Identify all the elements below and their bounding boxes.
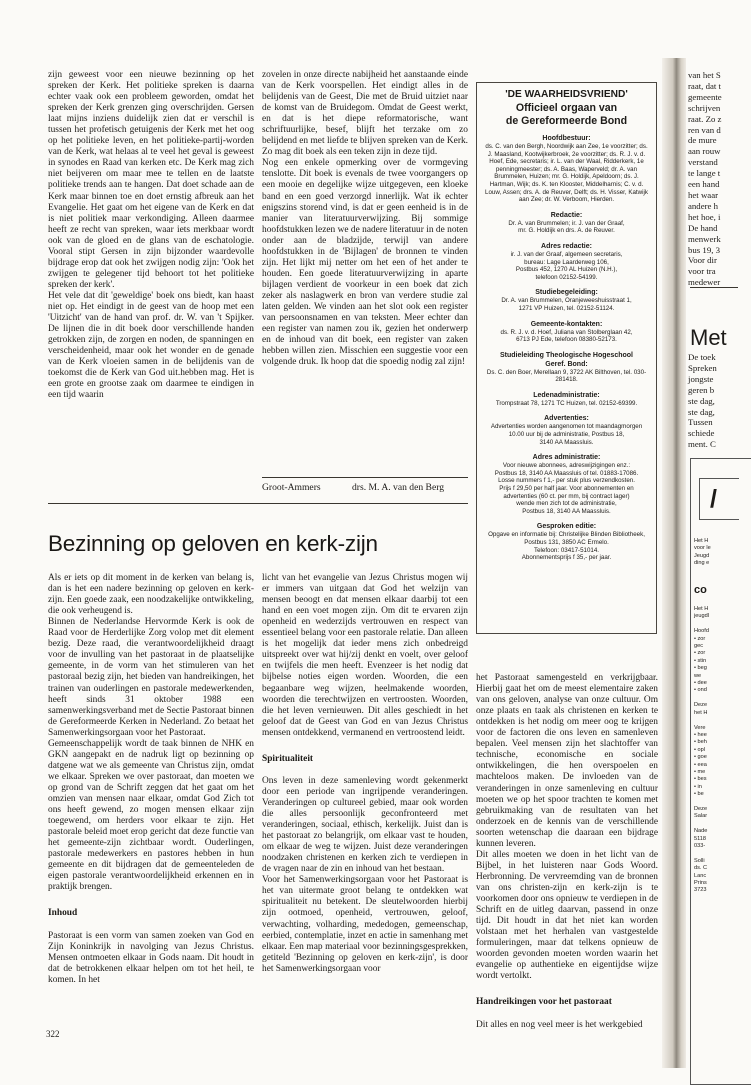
- main-col3-tail: Dit alles en nog veel meer is het werkgebied: [476, 1019, 643, 1030]
- masthead-section-body: Opgave en informatie bij: Christelijke Blinden Bibliotheek, Postbus 131, 3850 AC Ermelo. Telefoon: 03417-51014. Abonnementsprijs f 35,- per jaar.: [488, 531, 645, 562]
- masthead-section-heading: Advertenties:: [544, 415, 589, 423]
- masthead-section-body: ds. R. J. v. d. Hoef, Juliana van Stolberglaan 42, 6713 PJ Ede, telefoon 08380-52173.: [500, 328, 633, 344]
- main-col3-text: het Pastoraat samengesteld en verkrijgbaar. Hierbij gaat het om de meest elementaire zaken van ons geloven, analyse van onze cultuur. Om onze plaats en taak als christenen en kerken te ontdekken is het nodig om meer oog te krijgen voor de factoren die ons leven en samenleven bepalen. Veel mensen zijn het slachtoffer van technische, economische en sociale ontwikkelingen, die hen overspoelen en machteloos maken. De invloeden van de veranderingen in onze samenleving en cultuur moeten we op het spoor trachten te komen met gebruikmaking van de resultaten van het onderzoek en de kennis van de verschillende soorten wetenschap die daaraan een bijdrage kunnen leveren. Dit alles moeten we doen in het licht van de Bijbel, in het luisteren naar Gods Woord. Herbronning. De vervreemding van de bronnen van ons christen-zijn en kerk-zijn is te voorkomen door ons opnieuw te verdiepen in de Schrift en de uitleg daarvan, passend in onze tijd. Dit houdt in dat het niet kan worden volstaan met het herhalen van vastgestelde formuleringen, maar dat telkens opnieuw de woorden gevonden moeten worden waarin het evangelie op authentieke en eigentijdse wijze wordt vertolkt.: [476, 673, 658, 982]
- main-col2-subhead: Spiritualiteit: [262, 753, 314, 764]
- masthead-section-body: Ds. C. den Boer, Merellaan 9, 3722 AK Bilthoven, tel. 030-281418.: [486, 368, 647, 384]
- signature-place: Groot-Ammers: [262, 482, 321, 493]
- article-headline: Bezinning op geloven en kerk-zijn: [48, 531, 378, 556]
- masthead-section-heading: Studiebegeleiding:: [535, 289, 598, 297]
- masthead-section-body: ir. J. van der Graaf, algemeen secretaris, bureau: Lage Laarderweg 106, Postbus 452, 1270 AL Huizen (N.H.), telefoon 02152-54199.: [510, 250, 623, 281]
- masthead-section-heading: Hoofdbestuur:: [542, 135, 591, 142]
- masthead-section: [477, 211, 656, 235]
- signature-rule: [262, 477, 468, 478]
- masthead-section-body: ds. C. van den Bergh, Noordwijk aan Zee, 1e voorzitter; ds. J. Maasland, Kootwijkerbroek, 2e voorzitter; ds. R. J. v. d. Hoef, Ede, secretaris; ir. L. van der Waal, Ridderkerk, 1e penningmeester; ds. A. Baas, Waperveld; dr. A. van Brummelen, Huizen; mr. G. Holdijk, Apeldoorn; ds. J. Hartman, Wijk; ds. K. ten Klooster, Middelharnis; C. v. d. Louw, Assen; drs. A. de Reuver, Delft; ds. H. Visser, Katwijk aan Zee; dr. W. Verboom, Hierden.: [485, 143, 648, 204]
- masthead-section-heading: Redactie:: [550, 211, 583, 219]
- book-spine-shadow: [662, 58, 686, 1068]
- signature-name: drs. M. A. van den Berg: [352, 482, 445, 493]
- main-article-column-3: [476, 662, 658, 1030]
- masthead-section-heading: Adres redactie:: [541, 242, 592, 250]
- masthead-title: 'DE WAARHEIDSVRIEND': [505, 89, 628, 100]
- main-article-column-1: [48, 562, 254, 1017]
- masthead-section-body: Voor nieuwe abonnees, adreswijzigingen enz.: Postbus 18, 3140 AA Maassluis of tel. 01883-17086. Losse nummers f 1,- per stuk plus verzendkosten. Prijs f 29,50 per half jaar. Voor abonnementen en advertenties (60 ct. per mm, bij contract lager) wende men zich tot de administratie, Postbus 18, 3140 AA Maassluis.: [494, 462, 639, 515]
- advert-list-text: Het H jeugdl Hoofd • zor gec • zor • stin • beg we • dee • ond Deze het H Vere • hee • beh • opl • goe • eea • me • bes • in • be Deze Salar Nade 5118 033- Solli ds. C Lanc Prins 3723: [694, 606, 709, 894]
- main-col2-tail: Ons leven in deze samenleving wordt gekenmerkt door een periode van ingrijpende veranderingen. Veranderingen op cultureel gebied, maar ook worden die alles persoonlijk geconfronteerd met veranderingen, sociaal, ethisch, kerkelijk. Juist dan is het pastoraat zo belangrijk, om elkaar vast te houden, om elkaar de weg te wijzen. Juist deze veranderingen noodzaken christenen en kerken zich te verdiepen in de vragen naar de zin en inhoud van het bestaan. Voor het Samenwerkingsorgaan voor het Pastoraat is het van uitermate groot belang te ontdekken wat spiritualiteit nu betekent. De sleutelwoorden hierbij zijn ootmoed, openheid, vertrouwen, geloof, verwachting, volharding, mededogen, gemeenschap, eerbied, contemplatie, inzet en actie in samenhang met elkaar. Een map materiaal voor bezinningsgesprekken, getiteld 'Bezinning op geloven en kerk-zijn', is door het Samenwerkingsorgaan voor: [262, 775, 468, 974]
- main-col1-tail: Pastoraat is een vorm van samen zoeken van God en Zijn Koninkrijk in navolging van Jezus Christus. Mensen ontmoeten elkaar in Gods naam. Dit houdt in dat de betrokkenen elkaar helpen om tot het heil, te komen. In het: [48, 930, 254, 985]
- masthead-section: [477, 351, 656, 384]
- next-page-text-top: van het S raat, dat t gemeente schrijven raat. Zo z ren van d de mure aan rouw verstand te lange t een hand het waar andere h het hoe, i De hand menwerk bus 19, 3 Voor dir voor tra medewer: [688, 70, 722, 288]
- masthead-section: [477, 288, 656, 312]
- masthead-section-body: Dr. A. van Brummelen, Oranjeweeshuisstraat 1, 1271 VP Huizen, tel. 02152-51124.: [501, 297, 632, 312]
- masthead-section: [477, 414, 656, 446]
- main-col3-subhead: Handreikingen voor het pastoraat: [476, 997, 612, 1008]
- masthead-section-heading: Adres administratie:: [532, 454, 601, 462]
- next-page-rule: [690, 287, 738, 288]
- top-article-bottom-rule: [48, 503, 468, 504]
- masthead-section-body: Advertenties worden aangenomen tot maandagmorgen 10.00 uur bij de administratie, Postbus 18, 3140 AA Maassluis.: [490, 423, 643, 446]
- masthead-section-heading: Studieleiding Theologische Hogeschool Geref. Bond:: [499, 351, 633, 368]
- masthead-box: [476, 82, 657, 634]
- advert-logo: /: [699, 478, 739, 520]
- advert-heading-fragment: co: [694, 584, 707, 596]
- masthead-section: [477, 391, 656, 408]
- masthead-section: [477, 320, 656, 344]
- masthead-section-heading: Ledenadministratie:: [533, 391, 600, 399]
- next-page-heading-fragment: Met: [690, 325, 727, 350]
- masthead-section-heading: Gesproken editie:: [536, 523, 597, 531]
- masthead-section: [477, 242, 656, 281]
- next-page-text-mid: De toek Spreken jongste geren b ste dag, ste dag, Tussen schiede ment. C: [688, 352, 717, 450]
- masthead-section-heading: Gemeente-kontakten:: [530, 320, 603, 328]
- masthead-section-body: Dr. A. van Brummelen; ir. J. van der Graaf, mr. G. Holdijk en drs. A. de Reuver.: [508, 219, 625, 235]
- advert-intro-text: Het H voor le Jeugd ding e: [694, 538, 711, 567]
- masthead-section-body: Trompstraat 78, 1271 TC Huizen, tel. 02152-69399.: [495, 399, 638, 407]
- main-col2-text: licht van het evangelie van Jezus Christus mogen wij er immers van uitgaan dat God het welzijn van mensen beoogt en dat mensen elkaar daarbij tot een hand en een voet mogen zijn. Om dit te ervaren zijn openheid en wederzijds vertrouwen en respect van essentieel belang voor een pastorale relatie. Dan alleen is het mogelijk dat ieder mens zich onbedreigd uitspreekt over wat hij/zij denkt en voelt, over geloof en twijfels die men heeft. Evenzeer is het nodig dat bijbelse noties eigen worden. Woorden, die een begaanbare weg wijzen, heelmakende woorden, woorden die terechtwijzen en vertroosten. Woorden, die het leven vernieuwen. Dit alles geschiedt in het geloof dat de Geest van God en van Jezus Christus mensen ontdekkend, vermanend en vertroostend leidt.: [262, 573, 468, 738]
- masthead-section: [477, 453, 656, 515]
- top-article-column-1: zijn geweest voor een nieuwe bezinning op het spreken der Kerk. Het politieke spreken is daarna echter vaak ook een probleem geworden, omdat het spreken der Kerk grenzen ging overschrijden. Gersen laat mijns inziens duidelijk zien dat er verschil is tussen het profetisch getuigenis der Kerk met het oog op het politieke leven, en het politieke-partij-worden van de Kerk, wat helaas al te veel het geval is geweest in synodes en Raad van kerken etc. De Kerk mag zich niet beijveren om maar mee te tellen en de laatste politieke trends aan te hangen. Dat doet schade aan de Kerk maar binnen toe en doet ernstig afbreuk aan het Evangelie. Het gaat om het eigene van de Kerk en dat is niet politiek maar verkondiging. Alleen daarmee heeft ze recht van spreken, waar iets merkbaar wordt ook van de gloed en de glans van de eschatologie. Vooral stipt Gersen in zijn bijzonder waardevolle bijdrage erop dat ook het zwijgen nodig zijn: 'Ook het zwijgen te gelegener tijd behoort tot het politieke spreken der kerk'. Het vele dat dit 'geweldige' boek ons biedt, kan haast niet op. Het eindigt in de geest van de hoop met een 'Uitzicht' van de hand van prof. dr. W. van 't Spijker. De lijnen die in dit boek door verschillende handen getrokken zijn, de zorgen en noden, de spanningen en verscheidenheid, maar ook het wonder en de genade van de Kerk vloeien samen in de belijdenis van de toekomst die de Kerk van God uit.hebben mag. Het is een grote en grootse zaak om daarmee te eindigen in een tijd waarin: [48, 70, 254, 401]
- masthead-section: [477, 134, 656, 204]
- masthead-section: [477, 522, 656, 561]
- masthead-sections: [477, 134, 656, 562]
- masthead-subtitle: Officieel orgaan van de Gereformeerde Bond: [505, 102, 628, 127]
- top-article-column-2: zovelen in onze directe nabijheid het aanstaande einde van de Kerk voorspellen. Het eindigt alles in de belijdenis van de Geest, Die met de Bruid uitziet naar de komst van de Bruidegom. Omdat de Geest werkt, en dat is het diepe reformatorische, want schriftuurlijke, besef, blijft het terzake om zo belijdend en met liefde te blijven spreken van de Kerk. Zo mag dit boek als een teken zijn in deze tijd. Nog een enkele opmerking over de vormgeving tenslotte. Dit boek is evenals de twee voorgangers op een mooie en degelijke wijze uitgegeven, een kloeke band en een goed verzorgd innerlijk. Wat ik echter enigszins storend vind, is dat er geen eenheid is in de manier van literatuurverwijzing. Bij sommige hoofdstukken lezen we de nadere literatuur in de noten onder aan de bladzijde, terwijl van andere hoofdstukken in de 'Bijlagen' de bronnen te vinden zijn. Het lijkt mij netter om het een of het ander te houden. Een goede literatuurverwijzing in aparte bijlagen verdient de voorkeur in een boek dat zich zeker als naslagwerk en bron van verdere studie zal laten gelden. We vinden aan het slot ook een register van persoonsnamen en van teksten. Meer echter dan een register van namen zou ik, gezien het onderwerp en de inhoud van dit boek, een register van zaken hebben willen zien. Misschien een suggestie voor een volgende druk. Ik hoop dat die spoedig nodig zal zijn!: [262, 70, 468, 368]
- main-col1-text: Als er iets op dit moment in de kerken van belang is, dan is het een nadere bezinning op geloven en kerk-zijn. Een goede zaak, een noodzakelijke ontwikkeling, die ook verheugend is. Binnen de Nederlandse Hervormde Kerk is ook de Raad voor de Herderlijke Zorg volop met dit element bezig. Deze raad, die verantwoordelijkheid draagt voor de invulling van het pastoraat in de plaatselijke gemeente, in de vorm van het stimuleren van het pastoraal bezig zijn, het bieden van handreikingen, het trainen van ouderlingen en pastorale medewerkenden, heeft sinds 31 oktober 1988 een samenwerkingsverband met de Sectie Pastoraat binnen de Gereformeerde Kerken in Nederland. Zo betaat het Samenwerkingsorgaan voor het Pastoraat. Gemeenschappelijk wordt de taak binnen de NHK en GKN aangepakt en de nadruk ligt op bezinning op datgene wat we als gemeente van Christus zijn, omdat we elkaar. Spreken we over pastoraat, dan moeten we op grond van de Schrift zeggen dat het gaat om het omzien van mensen naar elkaar, omdat God Zich tot ons heeft gewend, zo mogen mensen elkaar zijn toegewend, om herders voor elkaar te zijn. Het pastorale beleid moet erop gericht dat deze functie van het gemeente-zijn zichtbaar wordt. Ouderlingen, pastorale medewerkers en pastores hebben in hun gemeente en dit bijdragen dat de gemeenteleden de eigen pastorale verantwoordelijkheid erkennen en in praktijk brengen.: [48, 573, 254, 893]
- main-col1-subhead: Inhoud: [48, 908, 78, 919]
- page-number: 322: [46, 1029, 60, 1039]
- main-article-column-2: [262, 562, 468, 1017]
